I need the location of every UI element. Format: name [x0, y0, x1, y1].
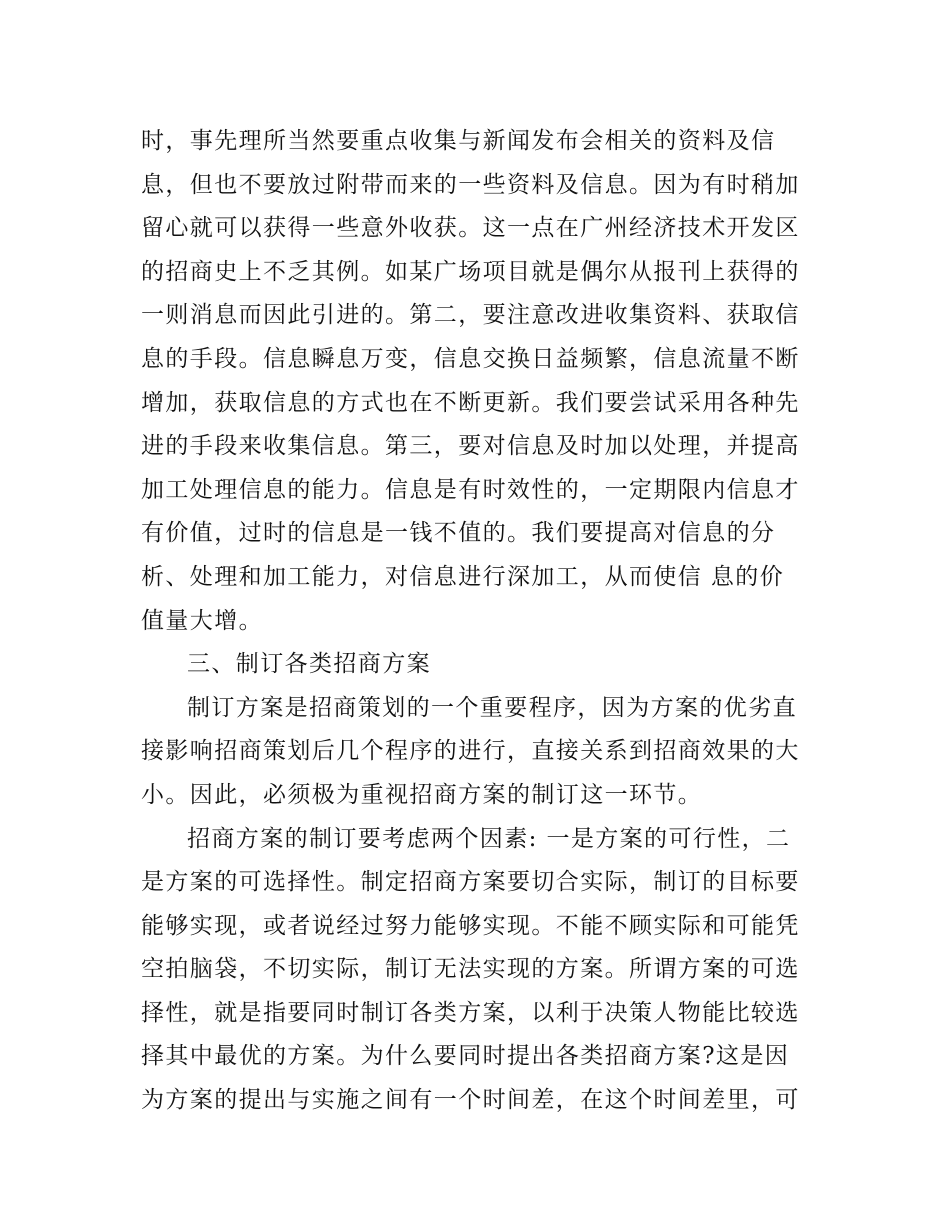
paragraph-line: 招商方案的制订要考虑两个因素: 一是方案的可行性，二: [187, 825, 791, 852]
paragraph-line: 的招商史上不乏其例。如某广场项目就是偶尔从报刊上获得的: [141, 258, 800, 285]
paragraph-line: 增加，获取信息的方式也在不断更新。我们要尝试采用各种先: [141, 389, 800, 416]
paragraph-line: 留心就可以获得一些意外收获。这一点在广州经济技术开发区: [141, 215, 800, 242]
paragraph-line: 加工处理信息的能力。信息是有时效性的，一定期限内信息才: [141, 476, 800, 503]
paragraph-line: 接影响招商策划后几个程序的进行，直接关系到招商效果的大: [141, 738, 800, 765]
paragraph-2: [141, 687, 813, 818]
paragraph-line: 是方案的可选择性。制定招商方案要切合实际，制订的目标要: [141, 869, 800, 896]
paragraph-line: 为方案的提出与实施之间有一个时间差，在这个时间差里，可: [141, 1087, 800, 1114]
paragraph-line: 有价值，过时的信息是一钱不值的。我们要提高对信息的分: [141, 520, 776, 547]
document-body: [141, 120, 813, 1123]
paragraph-line: 小。因此，必须极为重视招商方案的制订这一环节。: [141, 781, 703, 808]
paragraph-3: [141, 818, 813, 1123]
paragraph-line: 值量大增。: [141, 607, 263, 634]
paragraph-line: 析、处理和加工能力，对信息进行深加工，从而使信 息的价: [141, 563, 785, 590]
paragraph-line: 进的手段来收集信息。第三，要对信息及时加以处理，并提高: [141, 433, 800, 460]
paragraph-line: 一则消息而因此引进的。第二，要注意改进收集资料、获取信: [141, 302, 800, 329]
paragraph-line: 择性，就是指要同时制订各类方案，以利于决策人物能比较选: [141, 999, 800, 1026]
paragraph-line: 能够实现，或者说经过努力能够实现。不能不顾实际和可能凭: [141, 912, 800, 939]
paragraph-1: [141, 120, 813, 643]
paragraph-line: 空拍脑袋，不切实际，制订无法实现的方案。所谓方案的可选: [141, 956, 800, 983]
section-heading: 三、制订各类招商方案: [187, 651, 431, 678]
paragraph-line: 息，但也不要放过附带而来的一些资料及信息。因为有时稍加: [141, 171, 800, 198]
paragraph-line: 制订方案是招商策划的一个重要程序，因为方案的优劣直: [187, 694, 797, 721]
paragraph-line: 时，事先理所当然要重点收集与新闻发布会相关的资料及信: [141, 128, 776, 154]
paragraph-line: 择其中最优的方案。为什么要同时提出各类招商方案?这是因: [141, 1043, 790, 1070]
paragraph-line: 息的手段。信息瞬息万变，信息交换日益频繁，信息流量不断: [141, 345, 800, 372]
